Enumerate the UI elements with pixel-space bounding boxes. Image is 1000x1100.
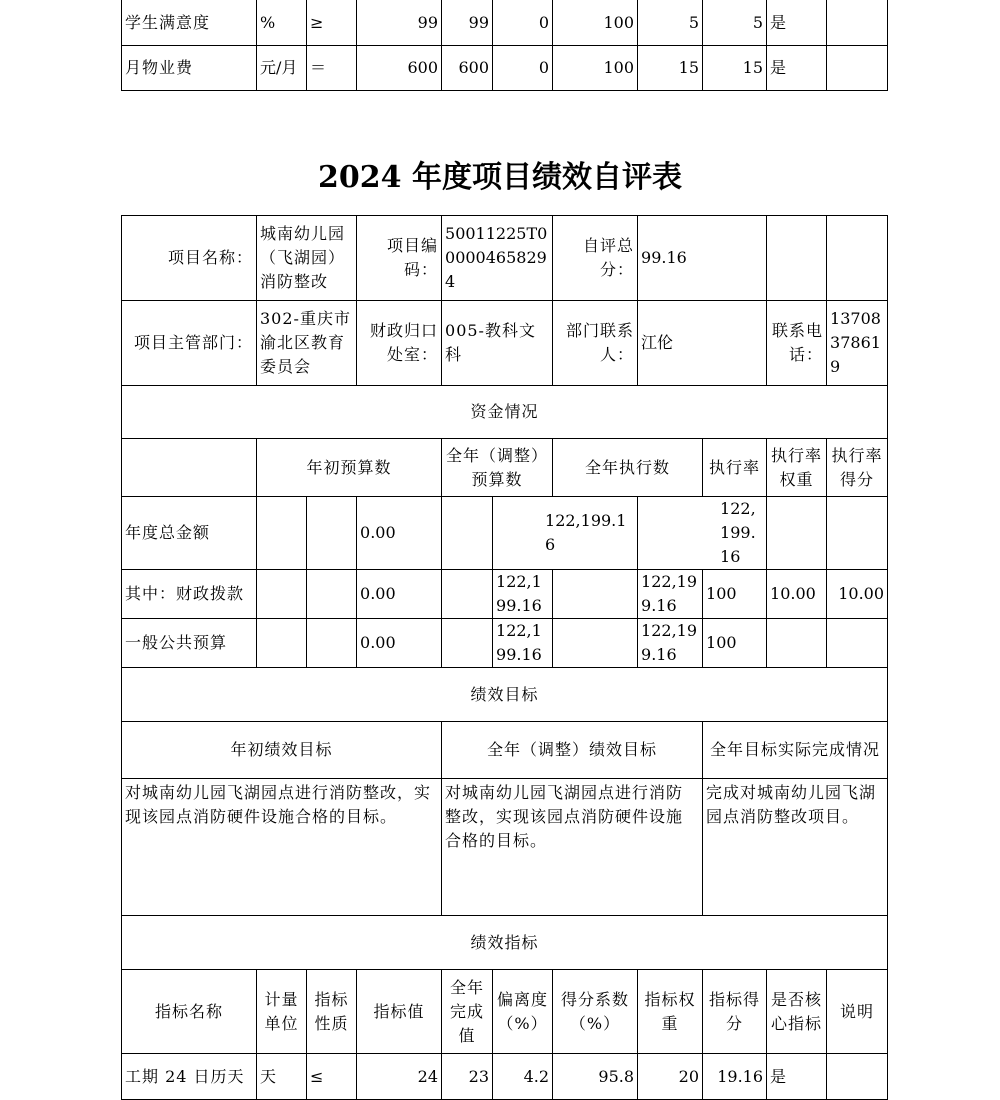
empty-cell bbox=[827, 619, 888, 668]
executed-value: 122,199.16 bbox=[638, 619, 703, 668]
deviation-header: 偏离度（%） bbox=[493, 970, 553, 1054]
funds-section-label: 资金情况 bbox=[122, 386, 888, 439]
indicator-target: 99 bbox=[357, 0, 442, 46]
previous-indicator-table bbox=[121, 0, 888, 91]
indicator-target: 600 bbox=[357, 46, 442, 91]
funds-row-label: 一般公共预算 bbox=[122, 619, 257, 668]
initial-budget-value: 0.00 bbox=[357, 570, 442, 619]
indicator-unit: % bbox=[257, 0, 307, 46]
indicator-core: 是 bbox=[767, 46, 827, 91]
indicator-actual: 600 bbox=[442, 46, 493, 91]
done-header: 全年完成值 bbox=[442, 970, 493, 1054]
indicator-name: 学生满意度 bbox=[122, 0, 257, 46]
rate-weight-value bbox=[767, 497, 827, 570]
initial-budget-header: 年初预算数 bbox=[257, 439, 442, 497]
empty-cell bbox=[257, 570, 307, 619]
indicator-note bbox=[827, 0, 888, 46]
empty-cell bbox=[442, 497, 493, 570]
indicator-core: 是 bbox=[767, 0, 827, 46]
indicator-weight: 5 bbox=[638, 0, 703, 46]
finance-label: 财政归口处室： bbox=[357, 301, 442, 386]
initial-goal-text: 对城南幼儿园飞湖园点进行消防整改，实现该园点消防硬件设施合格的目标。 bbox=[122, 779, 442, 916]
self-score-value: 99.16 bbox=[638, 216, 767, 301]
contact-value: 江伦 bbox=[638, 301, 767, 386]
indicator-value: 24 bbox=[357, 1054, 442, 1100]
adjusted-goal-text: 对城南幼儿园飞湖园点进行消防整改，实现该园点消防硬件设施合格的目标。 bbox=[442, 779, 703, 916]
section-row bbox=[122, 668, 888, 722]
indicator-coef: 95.8 bbox=[553, 1054, 638, 1100]
funds-row-label: 年度总金额 bbox=[122, 497, 257, 570]
indicator-name: 工期 24 日历天 bbox=[122, 1054, 257, 1100]
rate-value: 100 bbox=[703, 619, 767, 668]
empty-cell bbox=[307, 497, 357, 570]
adjusted-budget-value: 122,199.16 bbox=[493, 497, 638, 570]
indicator-note bbox=[827, 46, 888, 91]
table-row bbox=[122, 1054, 888, 1100]
indicator-unit: 元/月 bbox=[257, 46, 307, 91]
actual-goal-header: 全年目标实际完成情况 bbox=[703, 722, 888, 779]
dept-value: 302-重庆市渝北区教育委员会 bbox=[257, 301, 357, 386]
empty-cell bbox=[767, 216, 827, 301]
funds-header-row bbox=[122, 439, 888, 497]
indicator-done: 23 bbox=[442, 1054, 493, 1100]
section-row bbox=[122, 916, 888, 970]
goals-header-row bbox=[122, 722, 888, 779]
empty-cell bbox=[827, 216, 888, 301]
initial-goal-header: 年初绩效目标 bbox=[122, 722, 442, 779]
rate-score-value bbox=[827, 497, 888, 570]
initial-budget-value: 0.00 bbox=[357, 619, 442, 668]
table-row bbox=[122, 0, 888, 46]
empty-cell bbox=[122, 439, 257, 497]
indicator-name-header: 指标名称 bbox=[122, 970, 257, 1054]
phone-value: 13708378619 bbox=[827, 301, 888, 386]
rate-weight-value: 10.00 bbox=[767, 570, 827, 619]
empty-cell bbox=[442, 619, 493, 668]
project-name-label: 项目名称： bbox=[122, 216, 257, 301]
funds-row-label: 其中：财政拨款 bbox=[122, 570, 257, 619]
score-header: 指标得分 bbox=[703, 970, 767, 1054]
project-name-value: 城南幼儿园（飞湖园）消防整改 bbox=[257, 216, 357, 301]
rate-header: 执行率 bbox=[703, 439, 767, 497]
adjusted-budget-value: 122,199.16 bbox=[493, 570, 553, 619]
section-row bbox=[122, 386, 888, 439]
empty-cell bbox=[307, 570, 357, 619]
unit-header: 计量单位 bbox=[257, 970, 307, 1054]
indicator-unit: 天 bbox=[257, 1054, 307, 1100]
indicator-score: 15 bbox=[703, 46, 767, 91]
rate-score-value: 10.00 bbox=[827, 570, 888, 619]
goals-section-label: 绩效目标 bbox=[122, 668, 888, 722]
indicator-weight: 15 bbox=[638, 46, 703, 91]
indicator-name: 月物业费 bbox=[122, 46, 257, 91]
executed-value: 122,199.16 bbox=[638, 497, 767, 570]
table-row bbox=[122, 619, 888, 668]
table-row bbox=[122, 497, 888, 570]
indicators-header-row bbox=[122, 970, 888, 1054]
indicator-operator: ＝ bbox=[307, 46, 357, 91]
value-header: 指标值 bbox=[357, 970, 442, 1054]
note-header: 说明 bbox=[827, 970, 888, 1054]
goals-row bbox=[122, 779, 888, 916]
indicator-deviation: 0 bbox=[493, 46, 553, 91]
empty-cell bbox=[257, 497, 307, 570]
finance-value: 005-教科文科 bbox=[442, 301, 553, 386]
rate-value: 100 bbox=[703, 570, 767, 619]
adjusted-budget-value: 122,199.16 bbox=[493, 619, 553, 668]
phone-label: 联系电话： bbox=[767, 301, 827, 386]
info-row bbox=[122, 216, 888, 301]
self-evaluation-table bbox=[121, 215, 888, 1100]
table-row bbox=[122, 46, 888, 91]
indicator-score: 5 bbox=[703, 0, 767, 46]
page-title: 2024 年度项目绩效自评表 bbox=[318, 160, 682, 195]
nature-header: 指标性质 bbox=[307, 970, 357, 1054]
weight-header: 指标权重 bbox=[638, 970, 703, 1054]
empty-cell bbox=[307, 619, 357, 668]
adjusted-budget-header: 全年（调整）预算数 bbox=[442, 439, 553, 497]
contact-label: 部门联系人： bbox=[553, 301, 638, 386]
indicators-section-label: 绩效指标 bbox=[122, 916, 888, 970]
indicator-deviation: 0 bbox=[493, 0, 553, 46]
indicator-actual: 99 bbox=[442, 0, 493, 46]
executed-header: 全年执行数 bbox=[553, 439, 703, 497]
project-code-label: 项目编码： bbox=[357, 216, 442, 301]
indicator-score: 19.16 bbox=[703, 1054, 767, 1100]
core-header: 是否核心指标 bbox=[767, 970, 827, 1054]
self-score-label: 自评总分： bbox=[553, 216, 638, 301]
indicator-coef: 100 bbox=[553, 0, 638, 46]
rate-weight-header: 执行率权重 bbox=[767, 439, 827, 497]
coef-header: 得分系数（%） bbox=[553, 970, 638, 1054]
empty-cell bbox=[257, 619, 307, 668]
empty-cell bbox=[442, 570, 493, 619]
initial-budget-value: 0.00 bbox=[357, 497, 442, 570]
indicator-coef: 100 bbox=[553, 46, 638, 91]
indicator-core: 是 bbox=[767, 1054, 827, 1100]
indicator-operator: ≥ bbox=[307, 0, 357, 46]
indicator-note bbox=[827, 1054, 888, 1100]
info-row bbox=[122, 301, 888, 386]
executed-value: 122,199.16 bbox=[638, 570, 703, 619]
indicator-deviation: 4.2 bbox=[493, 1054, 553, 1100]
indicator-operator: ≤ bbox=[307, 1054, 357, 1100]
adjusted-goal-header: 全年（调整）绩效目标 bbox=[442, 722, 703, 779]
empty-cell bbox=[767, 619, 827, 668]
indicator-weight: 20 bbox=[638, 1054, 703, 1100]
empty-cell bbox=[553, 619, 638, 668]
dept-label: 项目主管部门： bbox=[122, 301, 257, 386]
actual-goal-text: 完成对城南幼儿园飞湖园点消防整改项目。 bbox=[703, 779, 888, 916]
table-row bbox=[122, 570, 888, 619]
empty-cell bbox=[553, 570, 638, 619]
project-code-value: 50011225T000004658294 bbox=[442, 216, 553, 301]
rate-score-header: 执行率得分 bbox=[827, 439, 888, 497]
